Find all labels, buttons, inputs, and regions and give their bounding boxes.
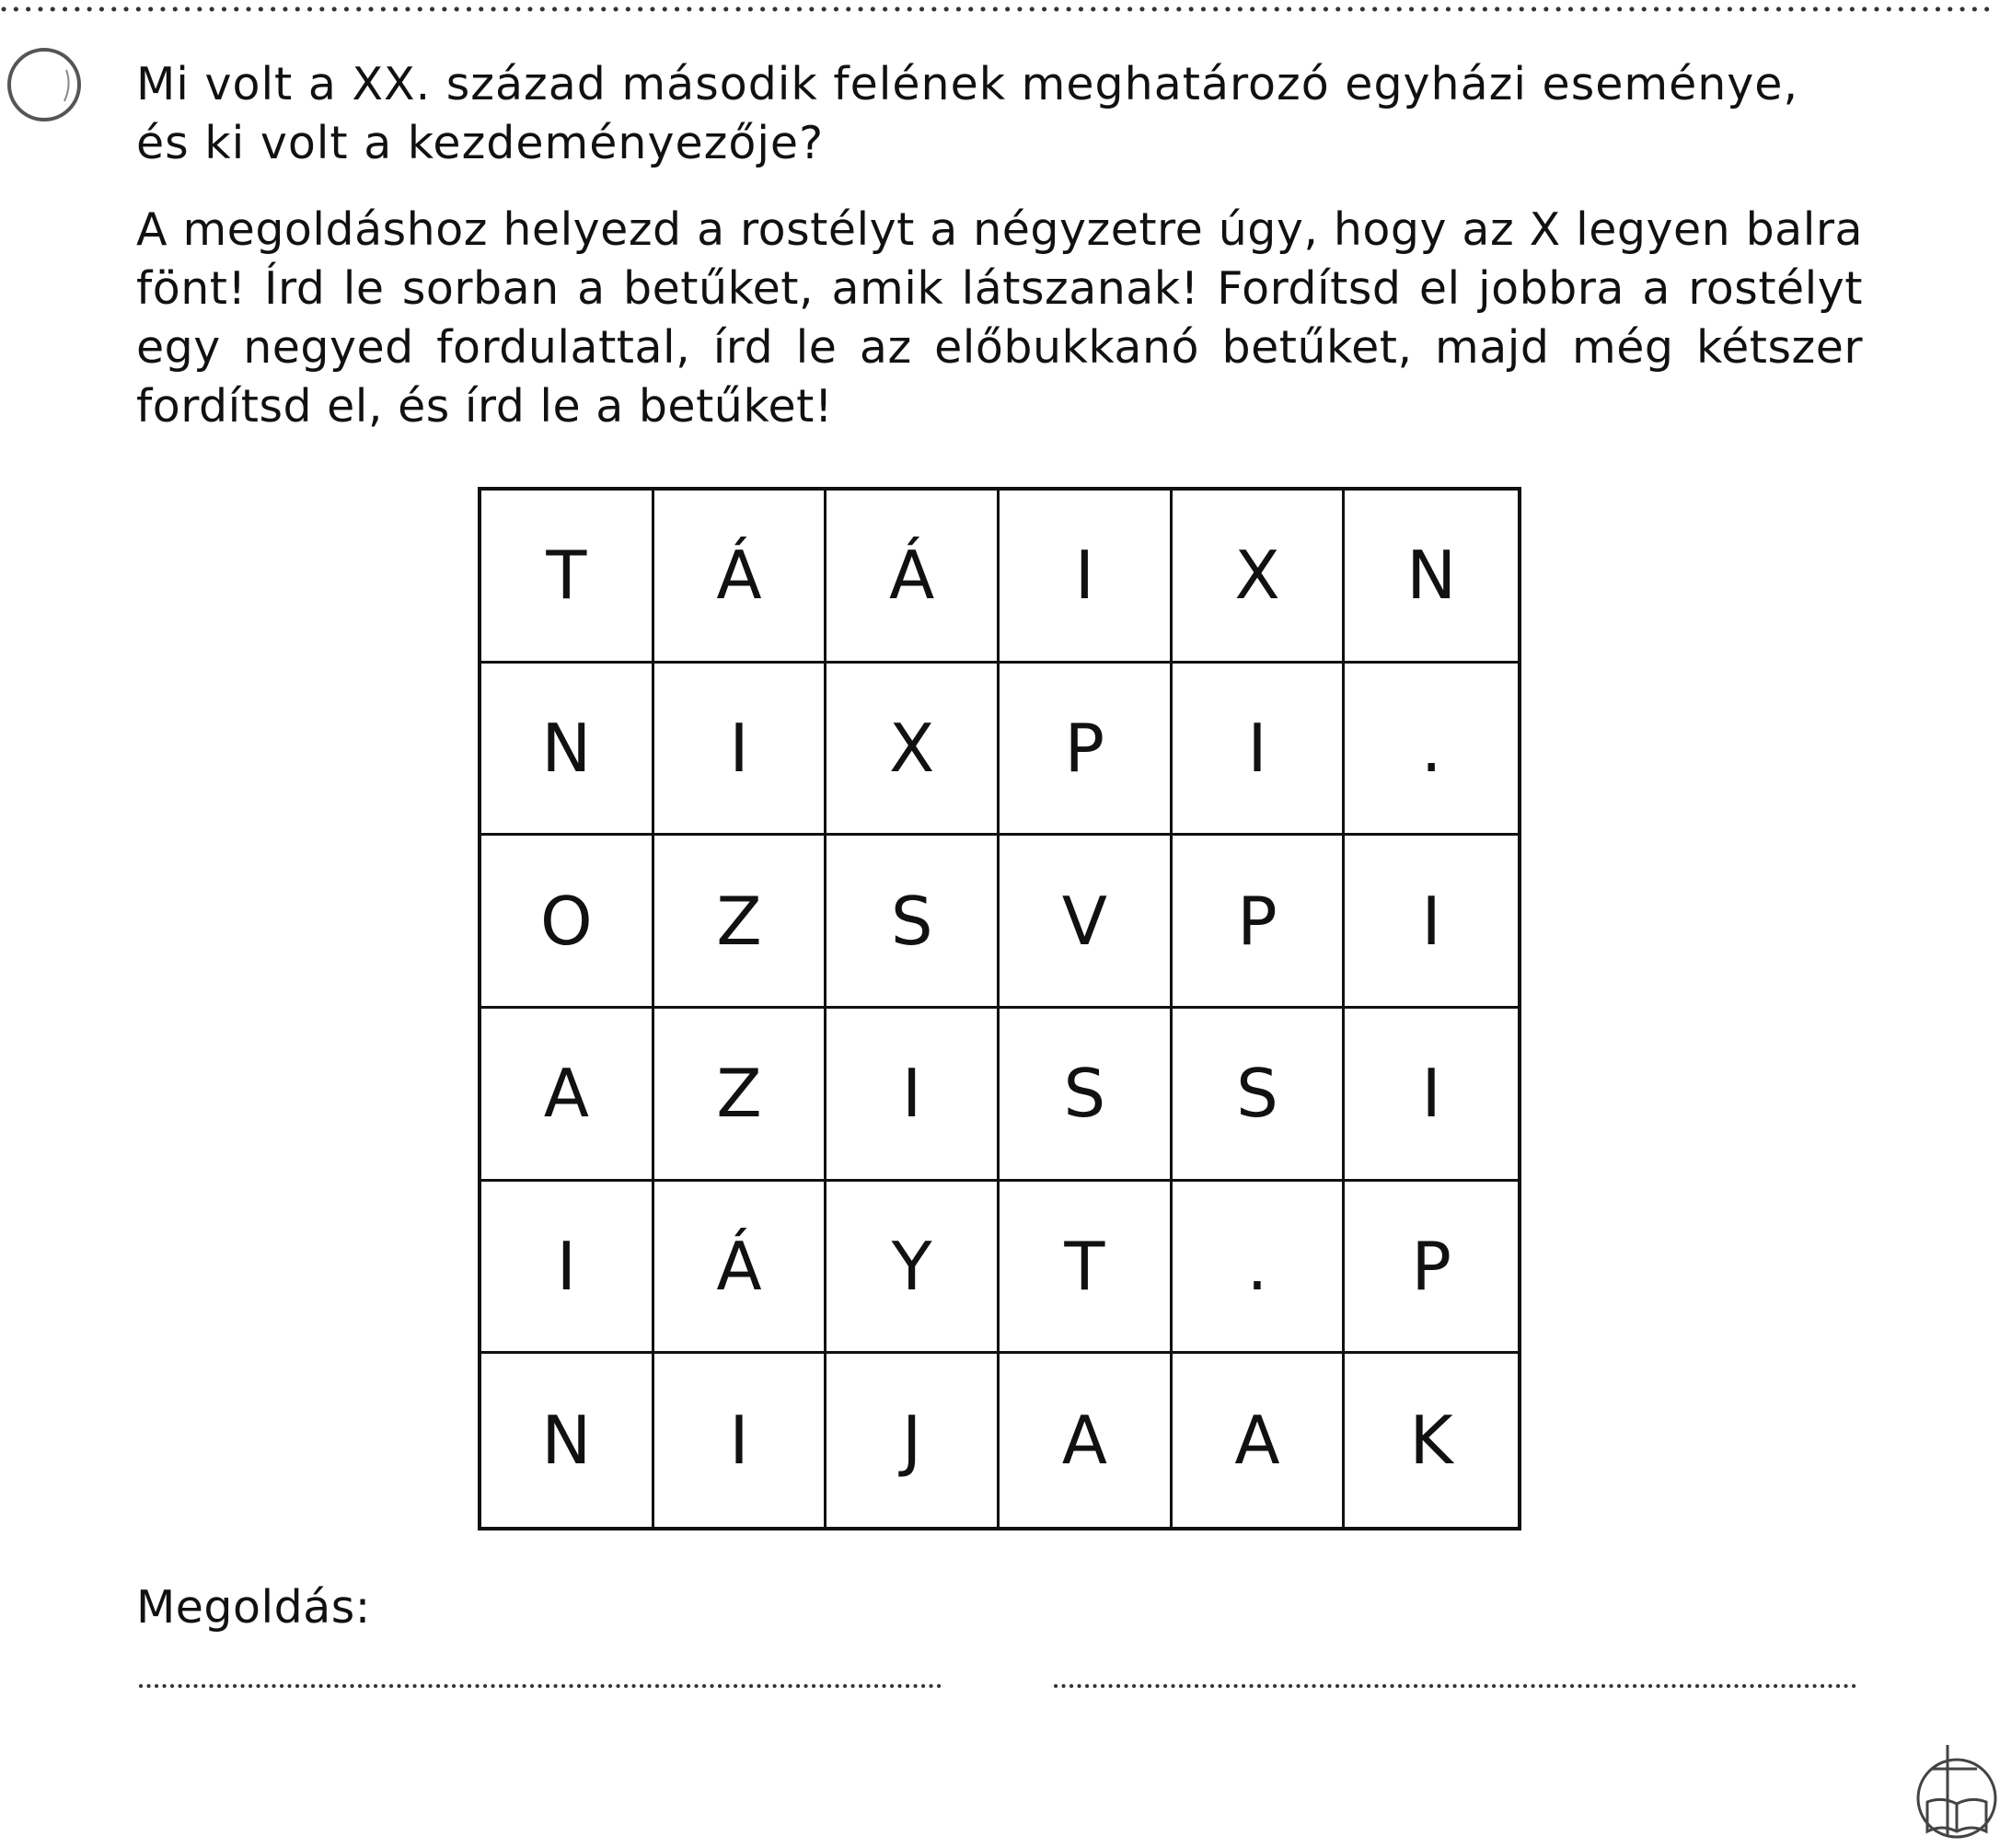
grid-cell: S [827, 836, 1000, 1009]
grid-cell: P [1000, 664, 1173, 837]
grid-cell: I [1000, 491, 1173, 664]
question-text: Mi volt a XX. század második felének meghatározó egyházi eseménye, és ki volt a kezdeményezője? [136, 58, 1799, 169]
answer-line-right[interactable] [1053, 1682, 1859, 1690]
grid-cell: S [1173, 1009, 1346, 1182]
grid-cell: T [481, 491, 654, 664]
grid-cell: X [1173, 491, 1346, 664]
grid-cell: I [654, 664, 827, 837]
grid-cell: A [481, 1009, 654, 1182]
letter-grid [478, 487, 1521, 1530]
grid-cell: P [1173, 836, 1346, 1009]
grid-cell: S [1000, 1009, 1173, 1182]
grid-cell: P [1345, 1182, 1518, 1355]
grid-cell: I [481, 1182, 654, 1355]
grid-cell: A [1000, 1354, 1173, 1527]
top-dotted-divider [0, 6, 2000, 13]
answer-line-left[interactable] [138, 1682, 946, 1690]
solution-label: Megoldás: [136, 1581, 371, 1634]
grid-cell: V [1000, 836, 1173, 1009]
grid-cell: T [1000, 1182, 1173, 1355]
grid-cell: X [827, 664, 1000, 837]
grid-cell: Á [654, 491, 827, 664]
grid-cell: I [1345, 1009, 1518, 1182]
grid-cell: Z [654, 1009, 827, 1182]
grid-cell: Z [654, 836, 827, 1009]
grid-cell: . [1173, 1182, 1346, 1355]
grid-cell: I [654, 1354, 827, 1527]
grid-cell: K [1409, 1402, 1453, 1480]
grid-cell: I [1345, 836, 1518, 1009]
grid-cell: I [827, 1009, 1000, 1182]
cross-book-icon [1911, 1741, 1999, 1841]
grid-cell: O [481, 836, 654, 1009]
grid-cell: J [827, 1354, 1000, 1527]
circle-checkbox-icon[interactable] [6, 46, 83, 123]
instructions-text: A megoldáshoz helyezd a rostélyt a négyzetre úgy, hogy az X legyen balra fönt! Írd le sorban a betűket, amik látszanak! Fordítsd el jobbra a rostélyt egy negyed fordulattal, írd le az előbukkanó betűket, majd még kétszer fordítsd el, és írd le a betűket! [136, 203, 1863, 433]
grid-cell: Á [827, 491, 1000, 664]
grid-cell: N [481, 1354, 654, 1527]
grid-cell: N [1345, 491, 1518, 664]
grid-cell: . [1345, 664, 1518, 837]
grid-cell: Y [827, 1182, 1000, 1355]
grid-cell: I [1173, 664, 1346, 837]
grid-cell: N [481, 664, 654, 837]
grid-cell: A [1173, 1354, 1346, 1527]
grid-cell: Á [654, 1182, 827, 1355]
